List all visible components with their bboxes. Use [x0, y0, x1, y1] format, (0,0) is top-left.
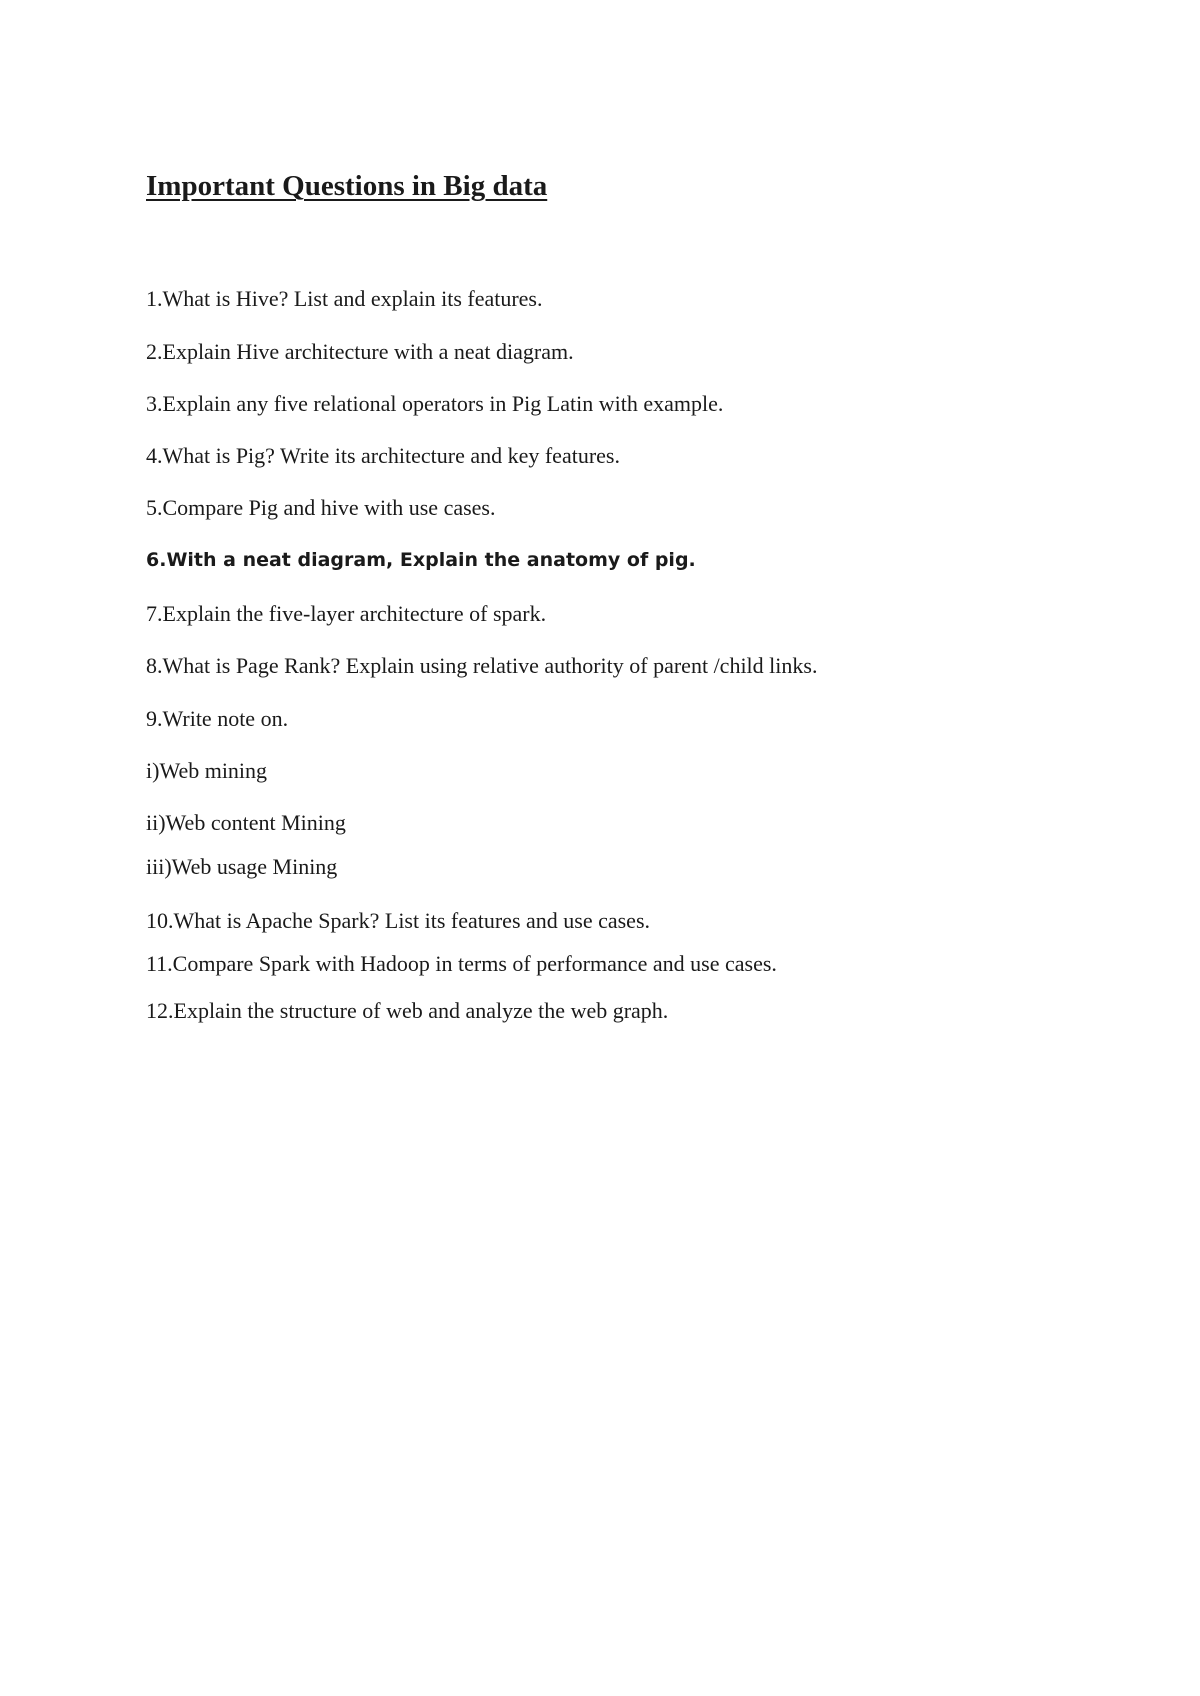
question-12: 12.Explain the structure of web and analyze the web graph.	[146, 998, 669, 1023]
question-7: 7.Explain the five-layer architecture of spark.	[146, 601, 547, 626]
question-5: 5.Compare Pig and hive with use cases.	[146, 495, 496, 520]
question-4: 4.What is Pig? Write its architecture and key features.	[146, 443, 620, 468]
sub-item-web-usage-mining: iii)Web usage Mining	[146, 854, 338, 879]
question-11: 11.Compare Spark with Hadoop in terms of performance and use cases.	[146, 951, 777, 976]
question-3: 3.Explain any five relational operators in Pig Latin with example.	[146, 391, 724, 416]
question-1: 1.What is Hive? List and explain its features.	[146, 286, 543, 311]
document-title: Important Questions in Big data	[146, 170, 548, 202]
sub-item-web-mining: i)Web mining	[146, 758, 268, 783]
sub-item-web-content-mining: ii)Web content Mining	[146, 810, 346, 835]
question-8: 8.What is Page Rank? Explain using relative authority of parent /child links.	[146, 653, 818, 678]
question-9: 9.Write note on.	[146, 706, 289, 731]
question-6: 6.With a neat diagram, Explain the anatomy of pig.	[146, 549, 696, 571]
question-2: 2.Explain Hive architecture with a neat diagram.	[146, 339, 574, 364]
question-10: 10.What is Apache Spark? List its features and use cases.	[146, 908, 651, 933]
